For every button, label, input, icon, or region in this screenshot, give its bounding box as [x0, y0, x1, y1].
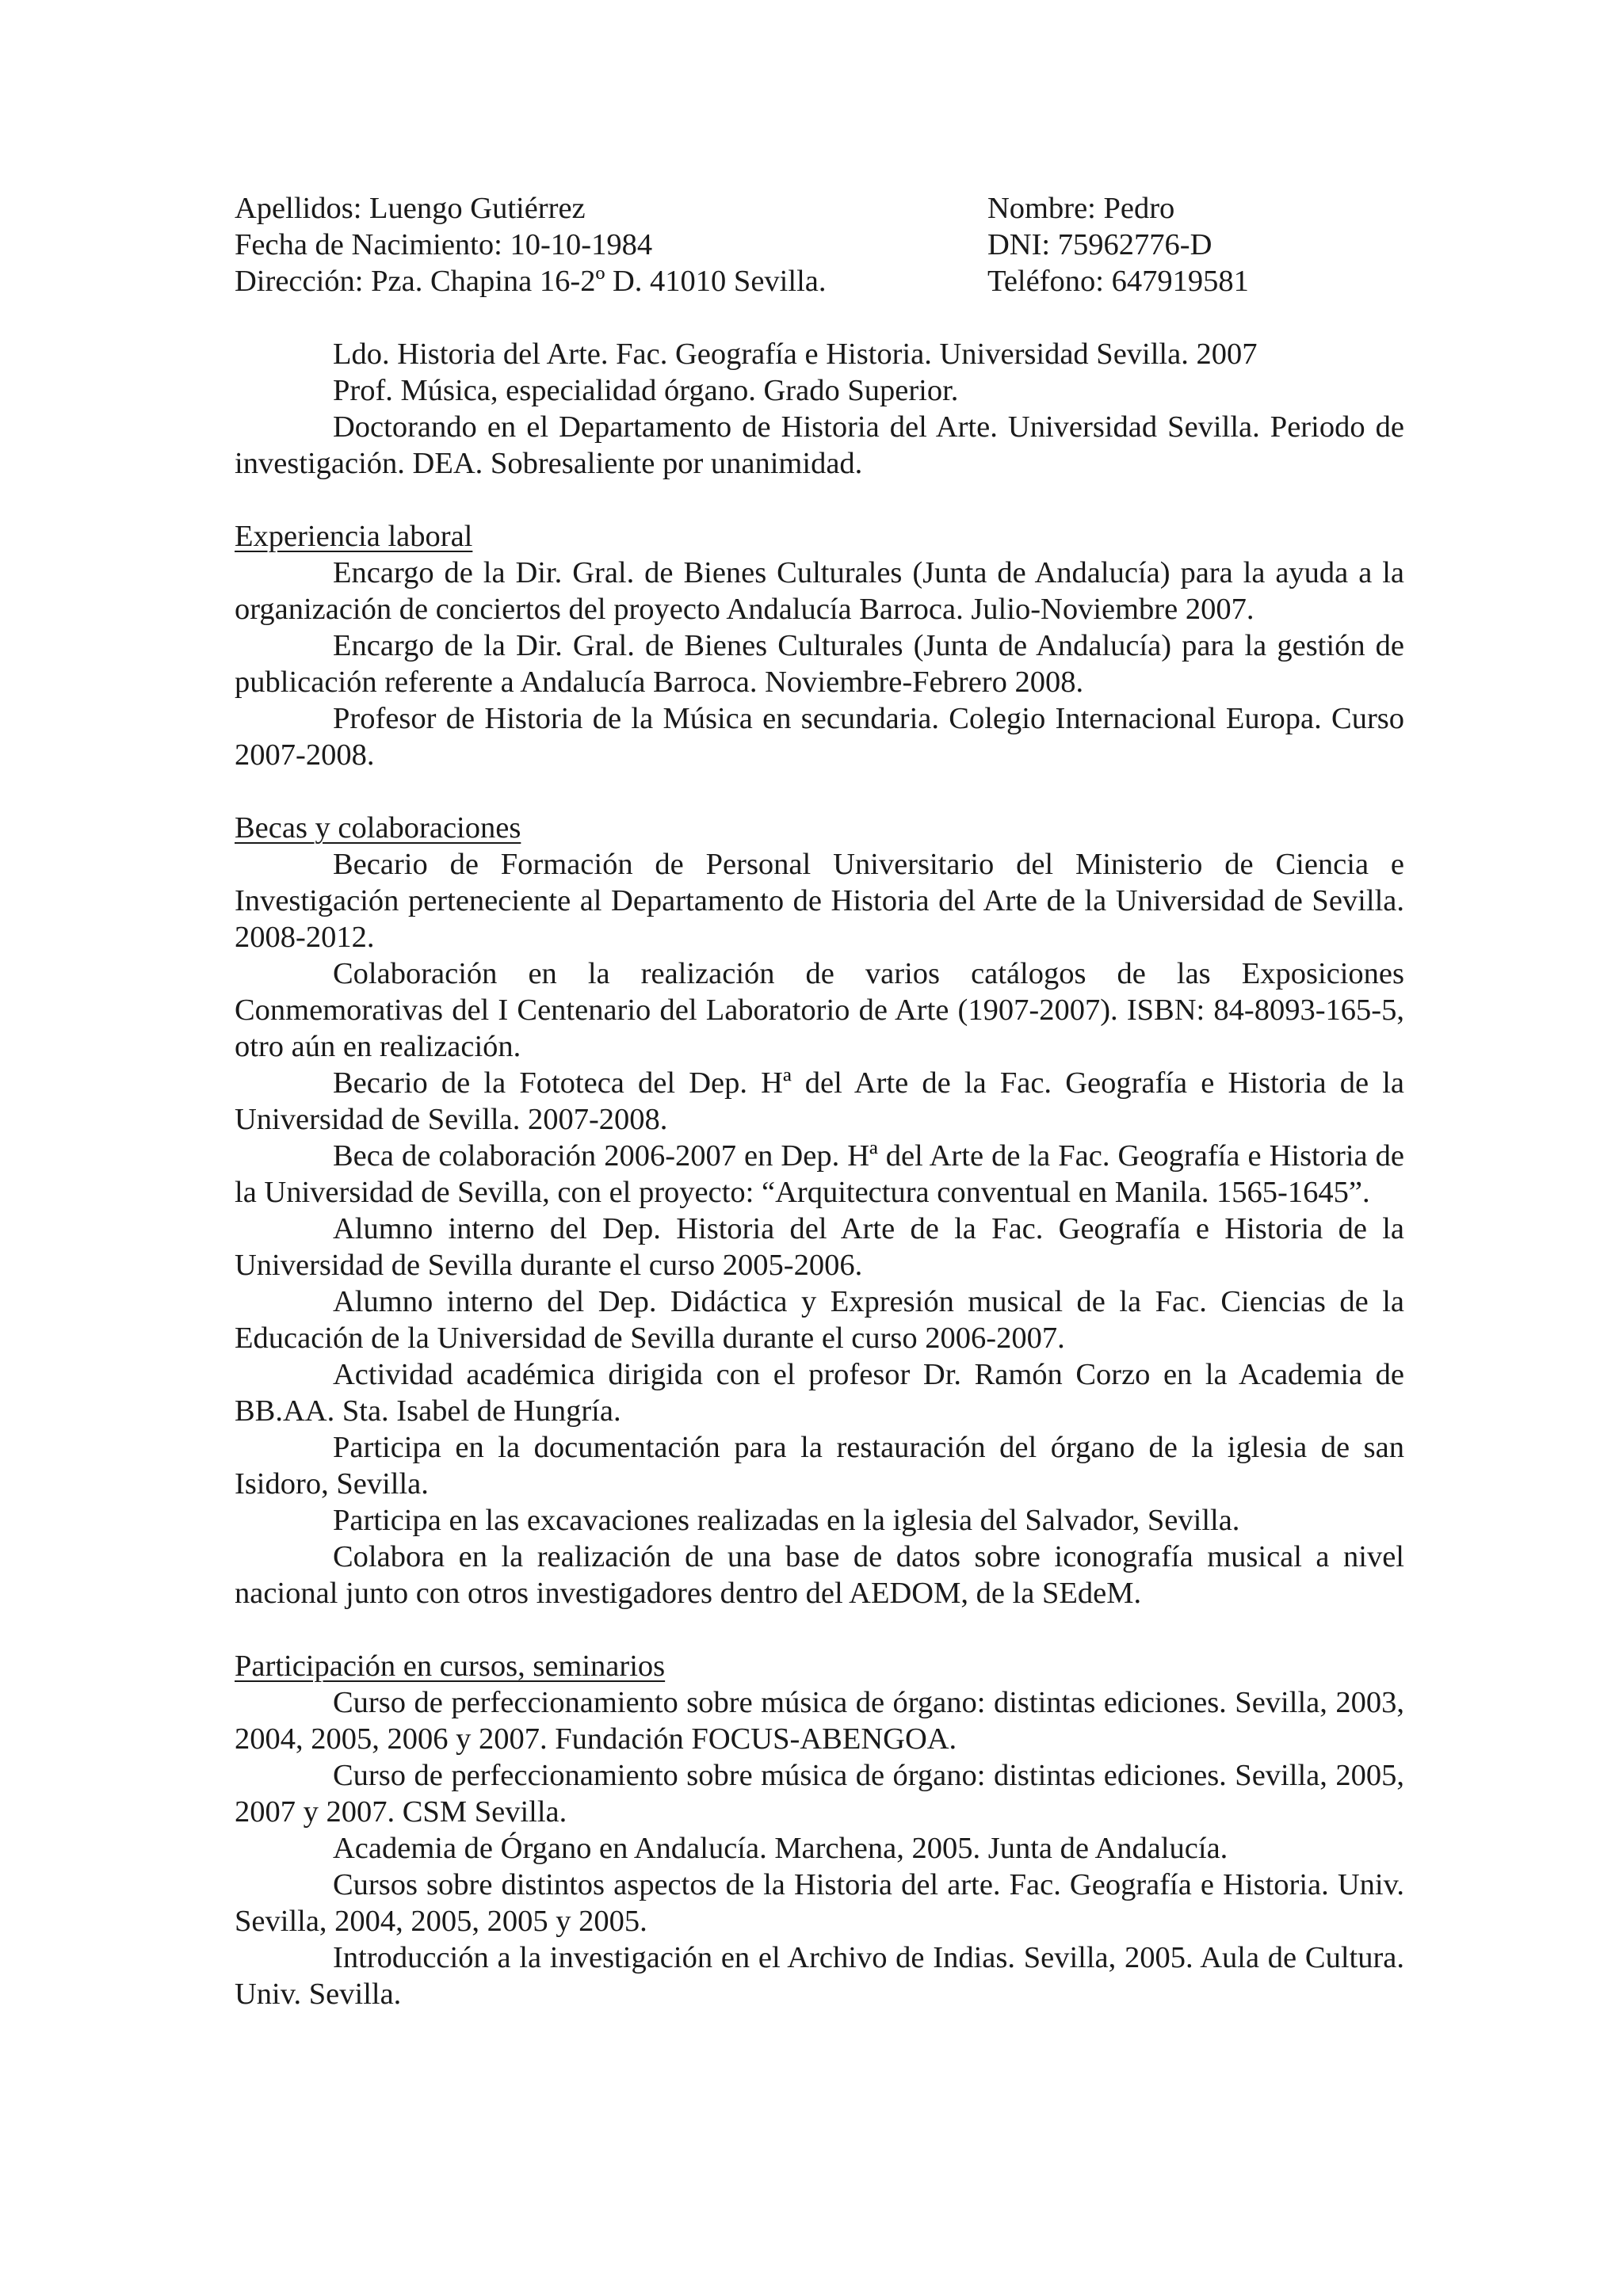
personal-info-right	[987, 190, 1404, 299]
personal-info	[235, 190, 1404, 299]
becas-item: Actividad académica dirigida con el profesor Dr. Ramón Corzo en la Academia de BB.AA. Sta. Isabel de Hungría.	[235, 1358, 1404, 1428]
becas-section	[235, 810, 1404, 1611]
cursos-item: Introducción a la investigación en el Archivo de Indias. Sevilla, 2005. Aula de Cultura. Univ. Sevilla.	[235, 1941, 1404, 2011]
apellidos: Apellidos: Luengo Gutiérrez	[235, 192, 586, 225]
becas-item: Participa en las excavaciones realizadas en la iglesia del Salvador, Sevilla.	[333, 1504, 1240, 1537]
section-title-becas: Becas y colaboraciones	[235, 811, 521, 845]
spacer	[235, 773, 1404, 810]
direccion: Dirección: Pza. Chapina 16-2º D. 41010 Sevilla.	[235, 265, 827, 298]
becas-item: Becario de Formación de Personal Universitario del Ministerio de Ciencia e Investigación perteneciente al Departamento de Historia del Arte de la Universidad de Sevilla. 2008-2012.	[235, 848, 1404, 954]
education-item: Doctorando en el Departamento de Historia del Arte. Universidad Sevilla. Periodo de investigación. DEA. Sobresaliente por unanimidad.	[235, 410, 1404, 480]
education-item: Prof. Música, especialidad órgano. Grado Superior.	[333, 374, 959, 407]
cursos-item: Academia de Órgano en Andalucía. Marchena, 2005. Junta de Andalucía.	[333, 1832, 1228, 1865]
becas-item: Beca de colaboración 2006-2007 en Dep. Hª del Arte de la Fac. Geografía e Historia de la Universidad de Sevilla, con el proyecto: “Arquitectura conventual en Manila. 1565-1645”.	[235, 1139, 1404, 1209]
cursos-item: Curso de perfeccionamiento sobre música de órgano: distintas ediciones. Sevilla, 2005, 2007 y 2007. CSM Sevilla.	[235, 1759, 1404, 1829]
experiencia-item: Encargo de la Dir. Gral. de Bienes Culturales (Junta de Andalucía) para la ayuda a la organización de conciertos del proyecto Andalucía Barroca. Julio-Noviembre 2007.	[235, 556, 1404, 626]
experiencia-item: Encargo de la Dir. Gral. de Bienes Culturales (Junta de Andalucía) para la gestión de publicación referente a Andalucía Barroca. Noviembre-Febrero 2008.	[235, 629, 1404, 699]
education-section	[235, 336, 1404, 482]
experiencia-item: Profesor de Historia de la Música en secundaria. Colegio Internacional Europa. Curso 2007-2008.	[235, 702, 1404, 772]
spacer	[235, 1611, 1404, 1648]
becas-item: Participa en la documentación para la restauración del órgano de la iglesia de san Isidoro, Sevilla.	[235, 1431, 1404, 1501]
education-item: Ldo. Historia del Arte. Fac. Geografía e Historia. Universidad Sevilla. 2007	[333, 338, 1258, 371]
section-title-experiencia: Experiencia laboral	[235, 520, 473, 553]
personal-info-left	[235, 190, 987, 299]
spacer	[235, 299, 1404, 336]
becas-item: Becario de la Fototeca del Dep. Hª del Arte de la Fac. Geografía e Historia de la Universidad de Sevilla. 2007-2008.	[235, 1066, 1404, 1136]
fecha-nacimiento: Fecha de Nacimiento: 10-10-1984	[235, 228, 653, 261]
spacer	[235, 482, 1404, 518]
becas-item: Colaboración en la realización de varios catálogos de las Exposiciones Conmemorativas del I Centenario del Laboratorio de Arte (1907-2007). ISBN: 84-8093-165-5, otro aún en realización.	[235, 957, 1404, 1063]
becas-item: Alumno interno del Dep. Historia del Arte de la Fac. Geografía e Historia de la Universidad de Sevilla durante el curso 2005-2006.	[235, 1212, 1404, 1282]
becas-item: Colabora en la realización de una base de datos sobre iconografía musical a nivel nacional junto con otros investigadores dentro del AEDOM, de la SEdeM.	[235, 1540, 1404, 1610]
experiencia-section	[235, 518, 1404, 773]
cursos-item: Curso de perfeccionamiento sobre música de órgano: distintas ediciones. Sevilla, 2003, 2004, 2005, 2006 y 2007. Fundación FOCUS-ABENGOA.	[235, 1686, 1404, 1756]
section-title-cursos: Participación en cursos, seminarios	[235, 1650, 666, 1683]
nombre: Nombre: Pedro	[987, 192, 1175, 225]
dni: DNI: 75962776-D	[987, 228, 1212, 261]
telefono: Teléfono: 647919581	[987, 265, 1249, 298]
cv-document	[235, 190, 1404, 2012]
cursos-section	[235, 1648, 1404, 2012]
becas-item: Alumno interno del Dep. Didáctica y Expresión musical de la Fac. Ciencias de la Educación de la Universidad de Sevilla durante el curso 2006-2007.	[235, 1285, 1404, 1355]
cursos-item: Cursos sobre distintos aspectos de la Historia del arte. Fac. Geografía e Historia. Univ. Sevilla, 2004, 2005, 2005 y 2005.	[235, 1868, 1404, 1938]
